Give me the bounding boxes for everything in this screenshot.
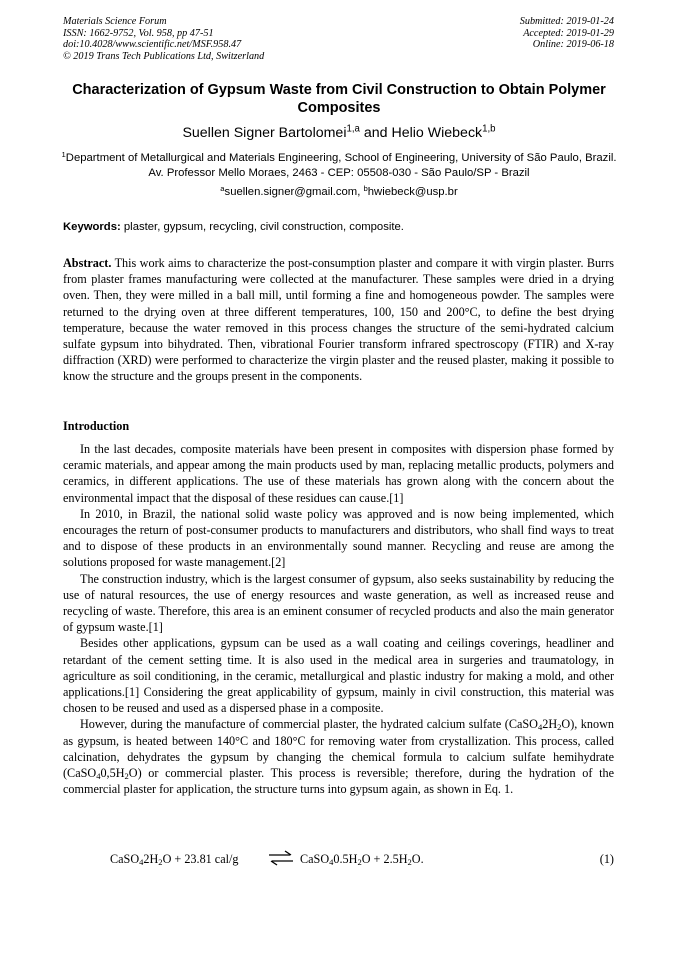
paragraph: Besides other applications, gypsum can be used as a wall coating and ceilings coverings, headliner and retardant of the cement setting time. It is also used in the medical area in surgeries and traumatology, in agriculture as soil conditioning, in the ceramic, metallurgical and plastic industry for making a mold, and other applications.[1] Considering the great applicability of gypsum, mainly in civil construction, this material was chosen to be reused and used as a dispersed phase in a composite. [63, 636, 614, 716]
email-link: hwiebeck@usp.br [367, 186, 458, 198]
subscript: 4 [329, 857, 334, 868]
paragraph-text: 2H [542, 717, 558, 732]
paragraph-text: 0,5H [100, 766, 125, 781]
submitted-date: Submitted: 2019-01-24 [519, 16, 614, 27]
author-affiliation-marker: 1,b [482, 123, 496, 135]
equation-1 [110, 851, 614, 869]
paragraph: In the last decades, composite materials have been present in composites with dispersion phase formed by ceramic materials, and appear among the main products used by man, replacing metallic products, polymers and ceramics, in different applications. The use of these materials has grown along with the concern about the environmental impact that the disposal of these residues can cause.[1] [63, 442, 614, 505]
subscript: 2 [158, 857, 163, 868]
accepted-date: Accepted: 2019-01-29 [523, 27, 614, 39]
equation-text: O + 2.5H [361, 852, 408, 866]
subscript: 4 [537, 722, 543, 733]
equation-text: CaSO [110, 852, 140, 866]
affiliation-marker: 1 [61, 149, 66, 159]
journal-issn: ISSN: 1662-9752, Vol. 958, pp 47-51 [63, 27, 214, 39]
author-emails [60, 185, 618, 200]
author-separator: and [359, 125, 392, 141]
keywords-label: Keywords: [63, 221, 121, 233]
journal-name: Materials Science Forum [63, 16, 167, 27]
email-marker: a [220, 183, 225, 193]
subscript: 2 [357, 857, 362, 868]
email-link: suellen.signer@gmail.com, [224, 186, 364, 198]
abstract-label: Abstract. [63, 256, 112, 270]
keywords-text: plaster, gypsum, recycling, civil construction, composite. [120, 221, 404, 233]
author-affiliation-marker: 1,a [346, 123, 360, 135]
publication-dates [520, 16, 614, 51]
paragraph-text: O), known as gypsum, is heated between 140°C and 180°C for removing water from crystallization. This process, called calcination, dehydrates the gypsum by changing the chemical formula to calcium sulfate hemihydrate (CaSO [63, 717, 614, 781]
journal-doi: doi:10.4028/www.scientific.net/MSF.958.47 [63, 39, 242, 51]
subscript: 2 [407, 857, 412, 868]
introduction-body [63, 441, 614, 797]
subscript: 4 [96, 771, 101, 782]
equation-text: 2H [143, 852, 159, 866]
paper-title: Characterization of Gypsum Waste from Civil Construction to Obtain Polymer Composites [72, 82, 606, 116]
journal-info [63, 16, 264, 62]
online-date: Online: 2019-06-18 [532, 39, 614, 51]
paragraph [63, 716, 614, 797]
paragraph-text: However, during the manufacture of commercial plaster, the hydrated calcium sulfate (CaSO [80, 717, 538, 732]
abstract [63, 255, 614, 385]
subscript: 2 [557, 722, 562, 733]
affiliation-text: Department of Metallurgical and Materials Engineering, School of Engineering, University of São Paulo, Brazil. Av. Professor Mello Moraes, 2463 - CEP: 05508-030 - São Paulo/SP - Brazil [65, 152, 617, 179]
equation-text: O + 23.81 cal/g [162, 852, 239, 866]
equation-reactants [110, 851, 239, 867]
paragraph-text: O) or commercial plaster. This process is reversible; therefore, during the hydration of the commercial plaster for application, the structure turns into gypsum again, as shown in Eq. 1. [63, 766, 614, 797]
journal-copyright: © 2019 Trans Tech Publications Ltd, Switzerland [63, 50, 265, 62]
author-name: Suellen Signer Bartolomei [182, 125, 347, 141]
paragraph: In 2010, in Brazil, the national solid waste policy was approved and is now being implemented, which encourages the return of post-consumer products to manufacturers and distributors, who shall find ways to treat and to dispose of these products in an environmentally sound manner. Recycling and reuse are among the solutions proposed for waste management.[2] [63, 506, 614, 570]
abstract-text: This work aims to characterize the post-consumption plaster and compare it with virgin plaster. Burrs from plaster frames manufacturing were collected at the manufacturer. These samples were dried in a drying oven. Then, they were milled in a ball mill, until forming a fine and homogeneous powder. The samples were returned to the drying oven at three different temperatures, 100, 150 and 200°C, to define the best drying temperature, because the water removed in this process changes the structure of the semi-hydrated calcium sulfate gypsum into bihydrated. Then, vibrational Fourier transform infrared spectroscopy (FTIR) and X-ray diffraction (XRD) were performed to characterize the virgin plaster and the reused plaster, making it possible to know the structure and the groups present in the components. [63, 256, 614, 384]
equilibrium-arrow-icon [268, 848, 294, 868]
subscript: 2 [124, 771, 129, 782]
equation-number: (1) [599, 852, 614, 866]
section-heading: Introduction [63, 419, 130, 433]
subscript: 4 [139, 857, 144, 868]
equation-text: CaSO [300, 852, 330, 866]
equation-products [300, 851, 424, 867]
equation-text: 0.5H [333, 852, 358, 866]
email-marker: b [363, 183, 368, 193]
author-list [60, 124, 618, 142]
author-name: Helio Wiebeck [391, 125, 483, 141]
paragraph: The construction industry, which is the largest consumer of gypsum, also seeks sustainability by reducing the use of natural resources, the use of energy resources and waste generation, as well as increased reuse and recycling of waste. Therefore, this area is an eminent consumer of recycled products and also the main generator of gypsum waste.[1] [63, 571, 614, 635]
equation-text: O. [411, 852, 424, 866]
keywords [63, 220, 614, 235]
affiliation [60, 151, 618, 181]
